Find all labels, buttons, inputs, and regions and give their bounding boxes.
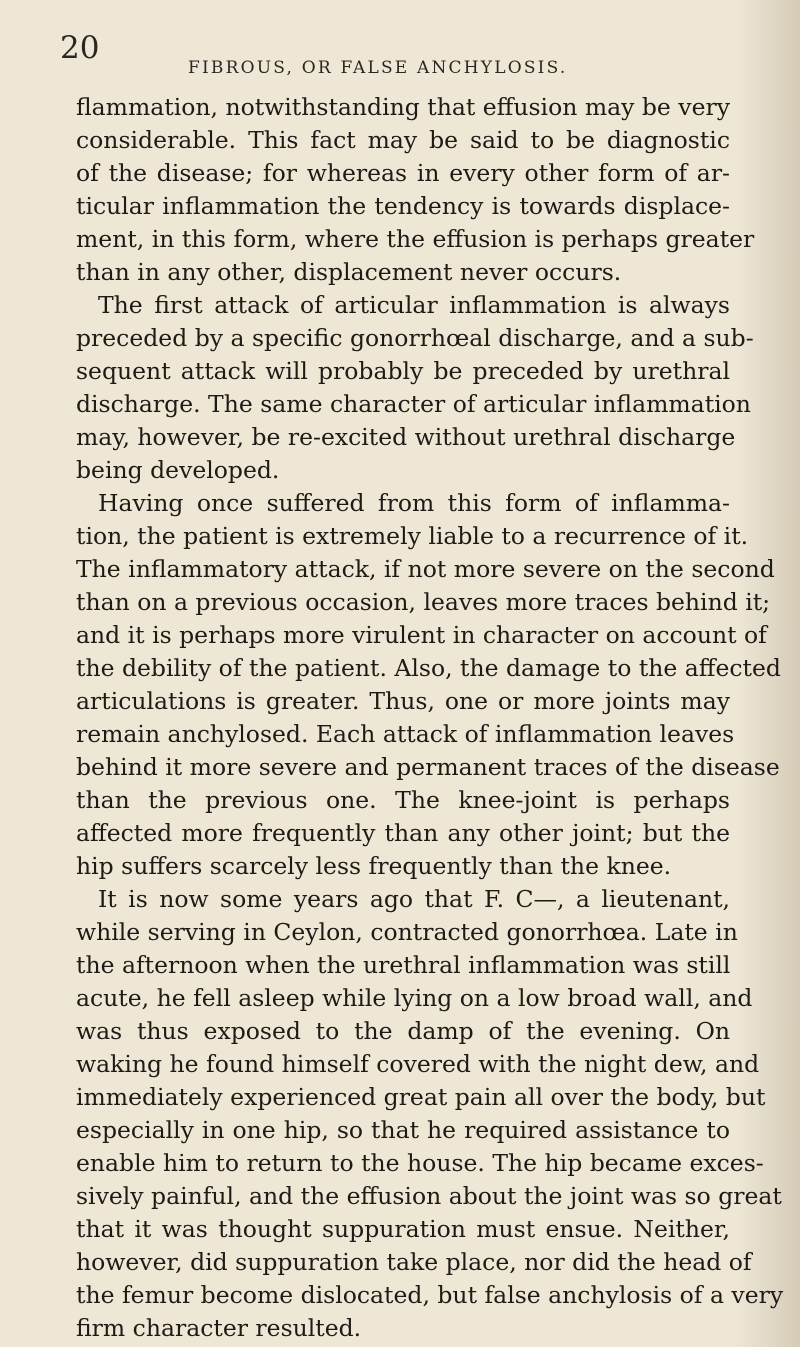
text-line: than the previous one. The knee-joint is perhaps [76, 786, 730, 814]
text-line: ticular inflammation the tendency is towards displace- [76, 192, 730, 220]
running-head: FIBROUS, OR FALSE ANCHYLOSIS. [188, 58, 568, 78]
text-line: sequent attack will probably be preceded by urethral [76, 357, 730, 385]
text-line: especially in one hip, so that he required assistance to [76, 1116, 730, 1144]
paragraph-start-line: Having once suffered from this form of inflamma- [98, 489, 730, 517]
text-line: sively painful, and the effusion about the joint was so great [76, 1182, 782, 1210]
text-line: that it was thought suppuration must ensue. Neither, [76, 1215, 730, 1243]
text-line: firm character resulted. [76, 1314, 362, 1342]
text-line: considerable. This fact may be said to be diagnostic [76, 126, 730, 154]
text-line: flammation, notwithstanding that effusion may be very [76, 93, 730, 121]
text-line: discharge. The same character of articular inflammation [76, 390, 751, 418]
text-line: affected more frequently than any other joint; but the [76, 819, 730, 847]
paragraph-start-line: It is now some years ago that F. C—, a lieutenant, [98, 885, 730, 913]
text-line: than on a previous occasion, leaves more traces behind it; [76, 588, 771, 616]
text-line: however, did suppuration take place, nor did the head of [76, 1248, 752, 1276]
text-line: was thus exposed to the damp of the evening. On [76, 1017, 730, 1045]
text-line: immediately experienced great pain all over the body, but [76, 1083, 766, 1111]
text-line: The inflammatory attack, if not more severe on the second [76, 555, 775, 583]
text-line: being developed. [76, 456, 280, 484]
text-line: may, however, be re-excited without urethral discharge [76, 423, 736, 451]
text-line: the debility of the patient. Also, the damage to the affected [76, 654, 781, 682]
text-line: behind it more severe and permanent traces of the disease [76, 753, 780, 781]
text-line: preceded by a specific gonorrhœal discharge, and a sub- [76, 324, 754, 352]
text-line: the femur become dislocated, but false anchylosis of a very [76, 1281, 784, 1309]
text-line: and it is perhaps more virulent in character on account of [76, 621, 767, 649]
text-line: hip suffers scarcely less frequently than the knee. [76, 852, 672, 880]
text-line: tion, the patient is extremely liable to a recurrence of it. [76, 522, 749, 550]
text-line: articulations is greater. Thus, one or more joints may [76, 687, 730, 715]
page-number: 20 [60, 30, 100, 66]
text-line: than in any other, displacement never occurs. [76, 258, 622, 286]
text-line: of the disease; for whereas in every other form of ar- [76, 159, 730, 187]
text-line: while serving in Ceylon, contracted gonorrhœa. Late in [76, 918, 738, 946]
text-line: ment, in this form, where the effusion is perhaps greater [76, 225, 755, 253]
text-line: remain anchylosed. Each attack of inflammation leaves [76, 720, 735, 748]
text-line: acute, he fell asleep while lying on a low broad wall, and [76, 984, 753, 1012]
paragraph-start-line: The first attack of articular inflammation is always [98, 291, 730, 319]
text-line: enable him to return to the house. The hip became exces- [76, 1149, 764, 1177]
text-line: waking he found himself covered with the night dew, and [76, 1050, 760, 1078]
text-line: the afternoon when the urethral inflammation was still [76, 951, 731, 979]
